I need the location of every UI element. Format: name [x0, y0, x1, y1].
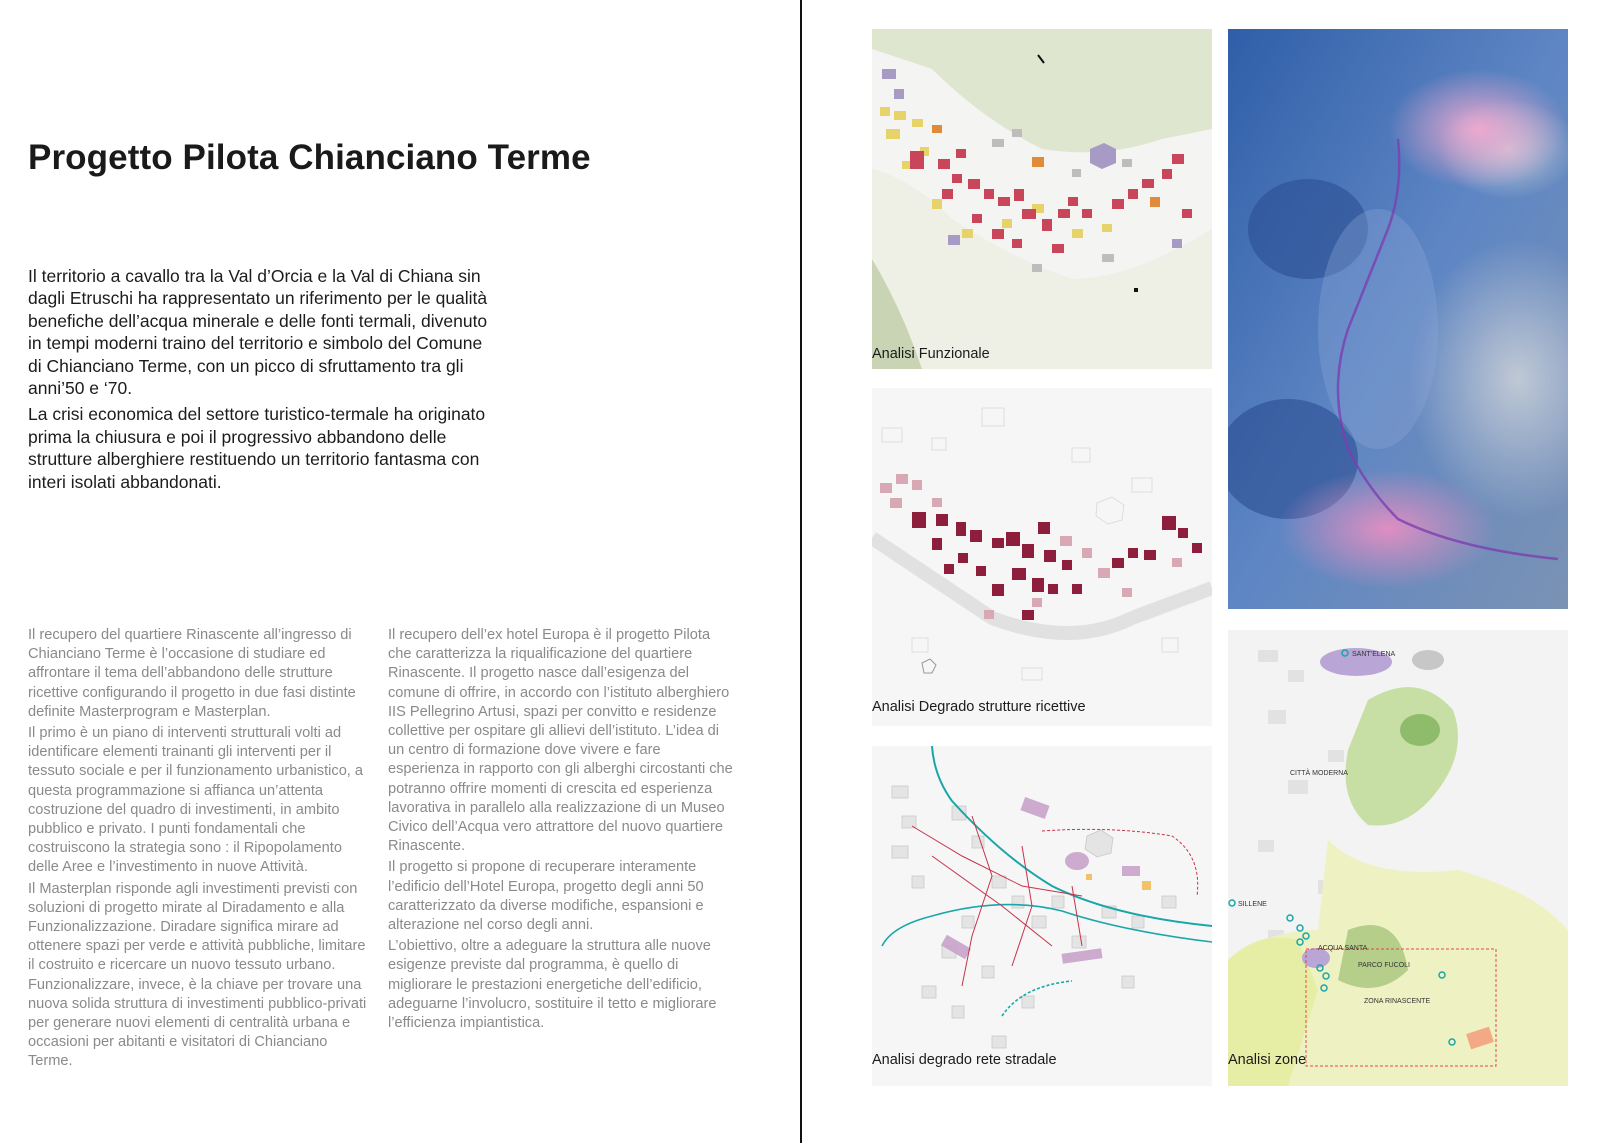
- caption-analisi-funzionale: Analisi Funzionale: [872, 346, 990, 362]
- map-analisi-degrado-ricettive: [872, 388, 1212, 726]
- right-page: [802, 0, 1600, 1143]
- map-analisi-zone: [1228, 630, 1568, 1086]
- zone-map-graphic: [1228, 630, 1568, 1086]
- body-paragraph: L’obiettivo, oltre a adeguare la struttura alle nuove esigenze previste dal programma, è quello di migliorare le prestazioni energetiche dell’edificio, adeguarne l’involucro, sostituire il tetto e migliorare l’efficienza impiantistica.: [388, 938, 717, 1032]
- label-citta-moderna: CITTÀ MODERNA: [1290, 770, 1348, 777]
- text-column-2: [388, 626, 733, 1035]
- label-santelena: SANT’ELENA: [1352, 651, 1396, 658]
- caption-analisi-degrado-stradale: Analisi degrado rete stradale: [872, 1052, 1057, 1068]
- body-paragraph: Il primo è un piano di interventi strutturali volti ad identificare elementi trainanti gli interventi per il tessuto sociale e per il funzionamento urbanistico, a questa programmazione si affianca un’attenta costruzione del quadro di investimenti, in ambito pubblico e privato. I punti fondamentali che costruiscono la strategia sono : il Ripopolamento delle Aree e l’investimento in nuove Attività.: [28, 725, 364, 876]
- page-title: Progetto Pilota Chianciano Terme: [28, 138, 591, 177]
- label-sillene: SILLENE: [1238, 901, 1267, 908]
- caption-analisi-degrado-ricettive: Analisi Degrado strutture ricettive: [872, 699, 1086, 715]
- label-parco-fucoli: PARCO FUCOLI: [1358, 962, 1410, 969]
- intro-paragraph: Il territorio a cavallo tra la Val d’Orcia e la Val di Chiana sin dagli Etruschi ha rappresentato un riferimento per le qualità benefiche dell’acqua minerale e delle fonti termali, divenuto in tempi moderni traino del territorio e simbolo del Comune di Chianciano Terme, con un picco di sfruttamento tra gli anni’50 e ‘70.: [28, 266, 488, 399]
- body-paragraph: Il Masterplan risponde agli investimenti previsti con soluzioni di progetto mirate al Diradamento e alla Funzionalizzazione. Diradare significa mirare ad ottenere spazi per verde e attività pubbliche, limitare il costruito e ricercare un nuovo tessuto urbano. Funzionalizzare, invece, è la chiave per trovare una nuova solida struttura di investimenti pubblico-privati per generare nuovi elementi di centralità urbana e occasioni per abitanti e visitatori di Chianciano Terme.: [28, 880, 367, 1070]
- body-paragraph: Il recupero del quartiere Rinascente all’ingresso di Chianciano Terme è l’occasione di studiare ed affrontare il tema dell’abbandono delle strutture ricettive configurando il progetto in due fasi distinte definite Masterprogram e Masterplan.: [28, 627, 356, 720]
- label-zona-rinascente: ZONA RINASCENTE: [1364, 998, 1431, 1005]
- degrado-ricettive-map-graphic: [872, 388, 1212, 726]
- intro-text: [28, 265, 498, 497]
- degrado-stradale-map-graphic: [872, 746, 1212, 1086]
- text-column-1: [28, 626, 373, 1074]
- intro-paragraph: La crisi economica del settore turistico-termale ha originato prima la chiusura e poi il progressivo abbandono delle strutture alberghiere restituendo un territorio fantasma con interi isolati abbandonati.: [28, 404, 486, 492]
- aerial-photo-graphic: [1228, 29, 1568, 609]
- aerial-photo: [1228, 29, 1568, 609]
- map-analisi-degrado-stradale: [872, 746, 1212, 1086]
- funzionale-map-graphic: [872, 29, 1212, 369]
- body-paragraph: Il recupero dell’ex hotel Europa è il progetto Pilota che caratterizza la riqualificazione del quartiere Rinascente. Il progetto nasce dall’esigenza del comune di offrire, in accordo con l’istituto alberghiero IIS Pellegrino Artusi, spazi per convitto e residenze collettive per ospitare gli allievi dell’istituto. L’idea di un centro di formazione dove vivere e fare esperienza in rapporto con gli alberghi circostanti che potranno offrire momenti di crescita ed esperienza lavorativa in parallelo alla realizzazione di un Museo Civico dell’Acqua vero attrattore del nuovo quartiere Rinascente.: [388, 627, 733, 855]
- label-acqua-santa: ACQUA SANTA: [1318, 945, 1368, 952]
- map-analisi-funzionale: [872, 29, 1212, 369]
- body-paragraph: Il progetto si propone di recuperare interamente l’edificio dell’Hotel Europa, progetto degli anni 50 caratterizzato da diverse modifiche, espansioni e alterazione nel corso degli anni.: [388, 859, 704, 934]
- caption-analisi-zone: Analisi zone: [1228, 1052, 1307, 1068]
